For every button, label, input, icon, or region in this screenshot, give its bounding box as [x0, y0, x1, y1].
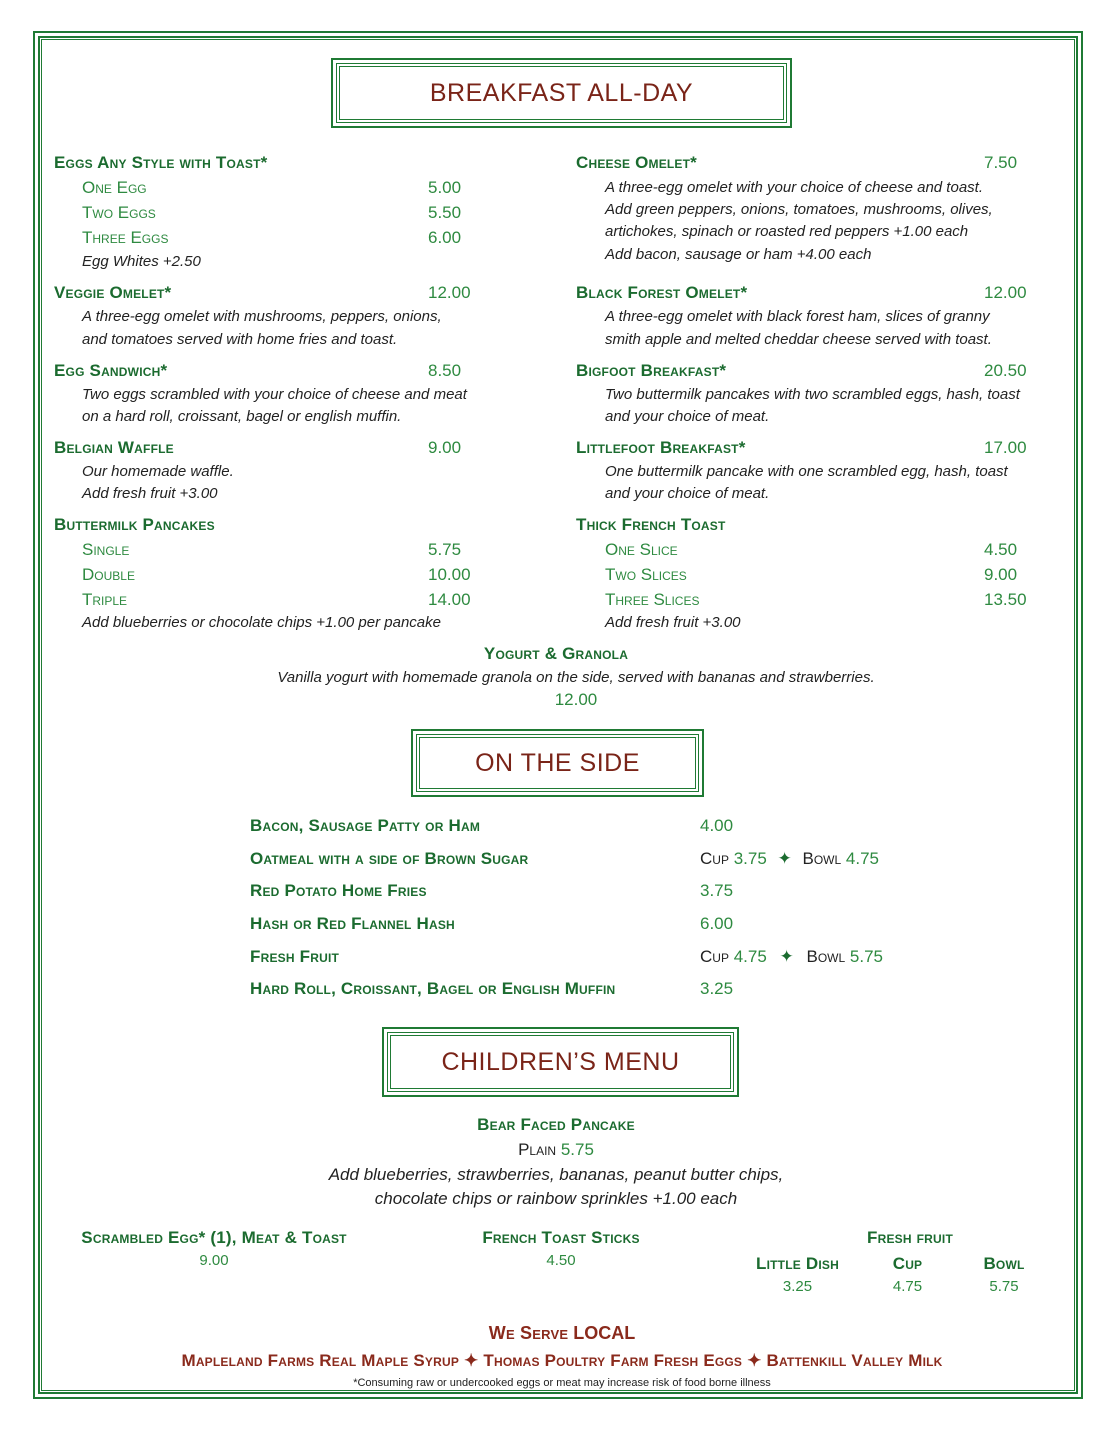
bear-faced-pancake-desc: chocolate chips or rainbow sprinkles +1.00 each — [374, 1189, 738, 1208]
side-item-price: 6.00 — [700, 914, 734, 933]
fruit-size-label: Little Dish — [756, 1254, 839, 1273]
french-toast-option-label: Three Slices — [605, 590, 700, 609]
bowl-label: Bowl — [802, 849, 842, 868]
breakfast-title: BREAKFAST ALL-DAY — [429, 78, 694, 107]
pancakes-option-price: 10.00 — [428, 565, 471, 584]
children-title: CHILDREN’S MENU — [441, 1047, 680, 1076]
french-toast-option-price: 13.50 — [984, 590, 1027, 609]
side-item-cup-bowl — [700, 849, 879, 869]
cup-price: 3.75 — [733, 849, 767, 868]
side-item-name: Red Potato Home Fries — [250, 881, 427, 900]
eggs-option-price: 5.50 — [428, 203, 462, 222]
cheese-omelet-desc: artichokes, spinach or roasted red peppers +1.00 each — [605, 223, 969, 240]
kids-scrambled-name: Scrambled Egg* (1), Meat & Toast — [81, 1228, 347, 1247]
eggs-option-price: 5.00 — [428, 178, 462, 197]
side-item-price: 4.00 — [700, 816, 734, 835]
veggie-omelet-desc: A three-egg omelet with mushrooms, peppers, onions, — [82, 308, 442, 325]
eggs-option-price: 6.00 — [428, 228, 462, 247]
we-serve-local — [0, 1323, 1112, 1344]
cup-label: Cup — [700, 849, 729, 868]
littlefoot-breakfast-desc: One buttermilk pancake with one scrambled egg, hash, toast — [605, 463, 1008, 480]
bigfoot-breakfast-desc: Two buttermilk pancakes with two scrambled eggs, hash, toast — [605, 386, 1020, 403]
littlefoot-breakfast-price: 17.00 — [984, 438, 1027, 457]
pancakes-option-label: Triple — [82, 590, 128, 609]
black-forest-omelet-desc: smith apple and melted cheddar cheese served with toast. — [605, 331, 992, 348]
black-forest-omelet-name: Black Forest Omelet* — [576, 283, 748, 302]
supplier: Mapleland Farms Real Maple Syrup — [181, 1351, 460, 1370]
supplier: Battenkill Valley Milk — [766, 1351, 943, 1370]
bowl-label: Bowl — [806, 947, 846, 966]
cheese-omelet-price: 7.50 — [984, 153, 1018, 172]
egg-whites-note: Egg Whites +2.50 — [82, 253, 201, 270]
egg-sandwich-desc: Two eggs scrambled with your choice of cheese and meat — [82, 386, 467, 403]
cheese-omelet-desc: Add green peppers, onions, tomatoes, mushrooms, olives, — [605, 201, 993, 218]
french-toast-option-price: 4.50 — [984, 540, 1018, 559]
egg-sandwich-price: 8.50 — [428, 361, 462, 380]
black-forest-omelet-desc: A three-egg omelet with black forest ham, slices of granny — [605, 308, 990, 325]
separator-star: ✦ — [777, 849, 792, 868]
cheese-omelet-name: Cheese Omelet* — [576, 153, 697, 172]
eggs-option-label: Two Eggs — [82, 203, 156, 222]
veggie-omelet-price: 12.00 — [428, 283, 471, 302]
cup-label: Cup — [700, 947, 729, 966]
children-title-box — [382, 1027, 739, 1097]
eggs-option-label: One Egg — [82, 178, 147, 197]
cheese-omelet-desc: Add bacon, sausage or ham +4.00 each — [605, 246, 872, 263]
bigfoot-breakfast-desc: and your choice of meat. — [605, 408, 770, 425]
veggie-omelet-name: Veggie Omelet* — [54, 283, 172, 302]
fruit-size-price: 4.75 — [892, 1278, 923, 1295]
separator-star: ✦ — [464, 1351, 479, 1370]
littlefoot-breakfast-desc: and your choice of meat. — [605, 485, 770, 502]
kids-fresh-fruit-name: Fresh fruit — [867, 1228, 953, 1247]
side-title: ON THE SIDE — [475, 748, 640, 777]
local-word: LOCAL — [573, 1323, 636, 1343]
egg-sandwich-desc: on a hard roll, croissant, bagel or english muffin. — [82, 408, 402, 425]
belgian-waffle-desc: Add fresh fruit +3.00 — [82, 485, 218, 502]
separator-star: ✦ — [747, 1351, 762, 1370]
pancakes-option-price: 14.00 — [428, 590, 471, 609]
side-item-name: Fresh Fruit — [250, 947, 340, 966]
buttermilk-pancakes-name: Buttermilk Pancakes — [54, 515, 215, 534]
side-item-name: Oatmeal with a side of Brown Sugar — [250, 849, 529, 868]
yogurt-granola-name: Yogurt & Granola — [483, 644, 629, 663]
kids-french-toast-sticks-price: 4.50 — [546, 1252, 576, 1269]
fruit-size-label: Cup — [892, 1254, 923, 1273]
fruit-size-price: 3.25 — [782, 1278, 813, 1295]
plain-price: 5.75 — [560, 1140, 594, 1159]
bowl-price: 4.75 — [845, 849, 880, 868]
veggie-omelet-desc: and tomatoes served with home fries and toast. — [82, 331, 398, 348]
side-title-box — [411, 729, 704, 797]
yogurt-granola-desc: Vanilla yogurt with homemade granola on the side, served with bananas and strawberries. — [277, 669, 875, 686]
bear-faced-pancake-plain — [0, 1140, 1112, 1160]
pancakes-option-price: 5.75 — [428, 540, 462, 559]
belgian-waffle-name: Belgian Waffle — [54, 438, 174, 457]
side-item-price: 3.75 — [700, 881, 734, 900]
thick-french-toast-name: Thick French Toast — [576, 515, 726, 534]
pancakes-note: Add blueberries or chocolate chips +1.00 per pancake — [82, 614, 441, 631]
breakfast-title-box — [331, 58, 792, 128]
bear-faced-pancake-name: Bear Faced Pancake — [477, 1115, 635, 1134]
yogurt-granola-price: 12.00 — [554, 690, 598, 709]
side-item-cup-bowl — [700, 947, 883, 967]
separator-star: ✦ — [779, 947, 794, 966]
bear-faced-pancake-desc: Add blueberries, strawberries, bananas, peanut butter chips, — [328, 1165, 784, 1184]
plain-label: Plain — [518, 1140, 557, 1159]
side-item-name: Bacon, Sausage Patty or Ham — [250, 816, 481, 835]
bigfoot-breakfast-price: 20.50 — [984, 361, 1027, 380]
fruit-size-label: Bowl — [983, 1254, 1025, 1273]
french-toast-note: Add fresh fruit +3.00 — [605, 614, 741, 631]
french-toast-option-price: 9.00 — [984, 565, 1018, 584]
fruit-size-price: 5.75 — [989, 1278, 1019, 1295]
side-item-name: Hash or Red Flannel Hash — [250, 914, 455, 933]
eggs-any-style-name: Eggs Any Style with Toast* — [54, 153, 268, 172]
pancakes-option-label: Single — [82, 540, 130, 559]
supplier: Thomas Poultry Farm Fresh Eggs — [483, 1351, 743, 1370]
egg-sandwich-name: Egg Sandwich* — [54, 361, 168, 380]
food-safety-disclaimer: *Consuming raw or undercooked eggs or meat may increase risk of food borne illness — [353, 1377, 771, 1389]
littlefoot-breakfast-name: Littlefoot Breakfast* — [576, 438, 746, 457]
bowl-price: 5.75 — [849, 947, 884, 966]
black-forest-omelet-price: 12.00 — [984, 283, 1027, 302]
belgian-waffle-price: 9.00 — [428, 438, 462, 457]
side-item-name: Hard Roll, Croissant, Bagel or English Muffin — [250, 979, 616, 998]
local-suppliers — [0, 1351, 1112, 1371]
bigfoot-breakfast-name: Bigfoot Breakfast* — [576, 361, 727, 380]
pancakes-option-label: Double — [82, 565, 135, 584]
kids-french-toast-sticks-name: French Toast Sticks — [482, 1228, 640, 1247]
kids-scrambled-price: 9.00 — [199, 1252, 229, 1269]
we-serve-label: We Serve — [488, 1323, 569, 1343]
belgian-waffle-desc: Our homemade waffle. — [82, 463, 234, 480]
cheese-omelet-desc: A three-egg omelet with your choice of cheese and toast. — [605, 179, 983, 196]
french-toast-option-label: Two Slices — [605, 565, 687, 584]
eggs-option-label: Three Eggs — [82, 228, 169, 247]
cup-price: 4.75 — [733, 947, 767, 966]
side-item-price: 3.25 — [700, 979, 734, 998]
french-toast-option-label: One Slice — [605, 540, 678, 559]
